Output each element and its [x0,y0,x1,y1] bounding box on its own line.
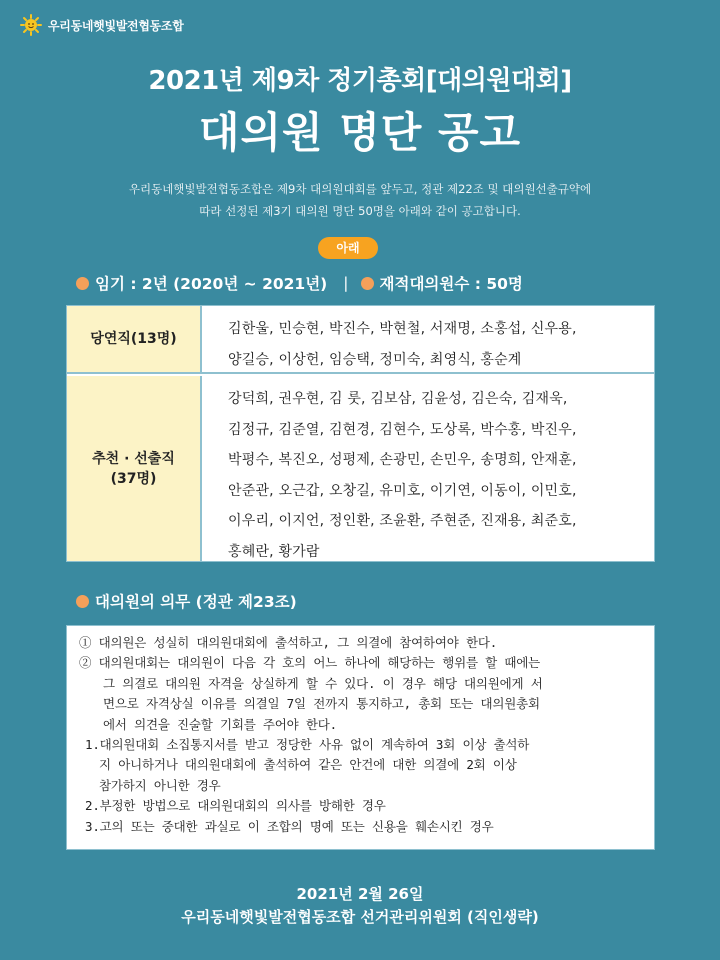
names-line: 강덕희, 권우현, 김 룻, 김보삼, 김윤성, 김은숙, 김재욱, [228,391,568,407]
org-logo [20,14,184,36]
names-line: 이우리, 이지언, 정인환, 조윤환, 주현준, 진재용, 최준호, [228,513,577,529]
names-cell [202,306,654,372]
table-row [67,376,654,561]
notice-title: 2021년 제9차 정기총회[대의원대회] [148,66,572,96]
orange-dot-icon [76,277,89,290]
sun-icon [20,14,42,36]
names-line: 박평수, 복진오, 성평제, 손광민, 손민우, 송명희, 안재훈, [228,452,577,468]
duties-box [66,625,655,850]
category-cell [67,376,202,561]
category-cell [67,306,202,372]
category-label: 추천 · 선출직 [92,450,175,467]
duty-line: 3.고의 또는 중대한 과실로 이 조합의 명예 또는 신용을 훼손시킨 경우 [85,818,494,834]
duty-line: 에서 의견을 진술할 기회를 주어야 한다. [103,716,337,732]
intro-paragraph [0,178,720,222]
members-table [66,305,655,562]
category-count: (37명) [110,470,157,487]
duty-line: 면으로 자격상실 이유를 의결일 7일 전까지 통지하고, 총회 또는 대의원총회 [103,696,540,712]
duty-line: ② 대의원대회는 대의원이 다음 각 호의 어느 하나에 해당하는 행위를 할 때에는 [79,655,541,671]
issuer-line: 우리동네햇빛발전협동조합 선거관리위원회 (직인생략) [181,908,539,926]
duty-line: 지 아니하거나 대의원대회에 출석하여 같은 안건에 대한 의결에 2회 이상 [99,757,517,773]
member-count-text: 재적대의원수 : 50명 [379,275,523,293]
names-line: 김정규, 김준열, 김현경, 김현수, 도상록, 박수홍, 박진우, [228,421,577,438]
below-label-badge: 아래 [318,237,378,259]
notice-date: 2021년 2월 26일 [296,885,424,903]
duties-heading-text: 대의원의 의무 (정관 제23조) [95,593,297,611]
intro-line: 따라 선정된 제3기 대의원 명단 50명을 아래와 같이 공고합니다. [199,204,521,218]
table-row [67,306,654,374]
names-line: 홍혜란, 황가람 [228,543,320,560]
intro-line: 우리동네햇빛발전협동조합은 제9차 대의원대회를 앞두고, 정관 제22조 및 대의원선출규약에 [128,182,592,196]
names-line: 김한울, 민승현, 박진수, 박현철, 서재명, 소홍섭, 신우용, [228,321,577,337]
orange-dot-icon [361,277,374,290]
names-line: 양길승, 이상헌, 임승택, 정미숙, 최영식, 홍순계 [228,351,522,368]
category-label: 당연직(13명) [90,331,177,347]
names-line: 안준관, 오근갑, 오창길, 유미호, 이기연, 이동이, 이민호, [228,482,577,499]
duty-line: 1.대의원대회 소집통지서를 받고 정당한 사유 없이 계속하여 3회 이상 출석하 [85,736,530,752]
notice-main-title: 대의원 명단 공고 [198,108,522,157]
duties-heading [76,590,297,612]
orange-dot-icon [76,595,89,608]
term-info [76,272,523,294]
duty-line: ① 대의원은 성실히 대의원대회에 출석하고, 그 의결에 참여하여야 한다. [79,635,498,650]
term-text: 임기 : 2년 (2020년 ~ 2021년) [95,275,328,293]
duty-line: 참가하지 아니한 경우 [99,777,221,793]
duty-line: 그 의결로 대의원 자격을 상실하게 할 수 있다. 이 경우 해당 대의원에게 서 [103,675,543,691]
duty-line: 2.부정한 방법으로 대의원대회의 의사를 방해한 경우 [85,798,386,814]
names-cell [202,376,654,561]
org-logo-text: 우리동네햇빛발전협동조합 [48,18,184,33]
separator: | [343,274,349,292]
